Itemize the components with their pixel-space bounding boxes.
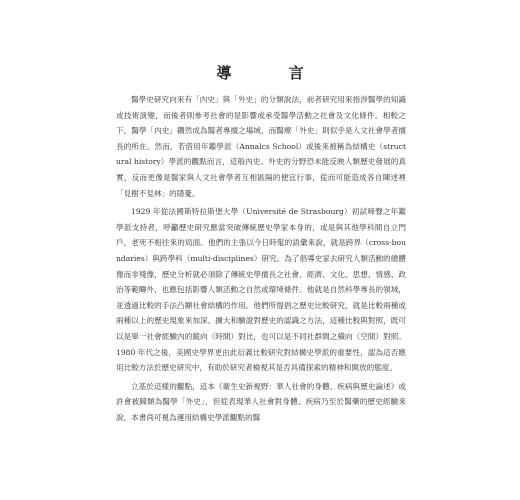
paragraph-2: 1929 年從法國斯特拉斯堡大學（Université de Strasbourg）初試啼聲之年鑑學派支持者，呼籲歷史研究應當突破傳統歷史學家本身的，或是與其他學科間自立門戶，老死不相往來的局面。他們的主張以今日時髦的語彙來說，就是跨界（cross-boundaries）與跨學科（multi-disciplines）研究。為了倡導史家去研究人類活動的總體像而非殘像，歷史分析就必須除了傳統史學擅長之社會、經濟、文化、思想、情感、政治等範疇外，也應包括影響人類活動之自然或環境條件。他就是自然科學專長的領域，並透過比較的手法凸顯社會結構的作用。他們所提倡之歷史比較研究，就是比較兩種或兩種以上的歷史現象來加深、擴大和驗證對歷史的認識之方法，這種比較與對照，既可以是單一社會經驗內的縱向（時間）對比，也可以是不同社群間之橫向（空間）對照。1980 年代之後，美國史學界更由此衍義比較研究對結構史學派的重要性，認為這否應用比較方法於歷史研究中，有助於研究者檢視其是否具備探索的精神和開放的態度。 <box>116 207 406 373</box>
page-title: 導 言 <box>216 64 330 82</box>
paragraph-3: 立基於這樣的觀點，這本《衛生史新視野：華人社會的身體、疾病與歷史論述》或許會被歸類為醫學「外史」，但從表現華人社會對身體、疾病乃至於醫藥的歷史經驗來說，本書尚可視為運用結構史學派觀點的醫 <box>116 381 406 422</box>
paragraph-1: 醫學史研究向來有「內史」與「外史」的分類說法，前者研究用來指涉醫學的知識或技術演變，而後者則參考社會的是影響或承受醫學活動之社會及文化條件。相較之下，醫學「內史」鑽然成為醫者專擅之場域，而醫療「外史」則似乎是人文社會學者擅長的所在。然而，若借用年鑑學派（Annalcs School）或後來被稱為結構史（structural history）學派的觀點而言，這般內史、外史的分野恐未能反映人類歷史發展的真實，反而更像是醫家與人文社會學者互相區隔的便宜行事，從而可能造成各自陳述裡「見樹不見林」的隱憂。 <box>116 95 406 198</box>
body-text <box>116 92 406 427</box>
